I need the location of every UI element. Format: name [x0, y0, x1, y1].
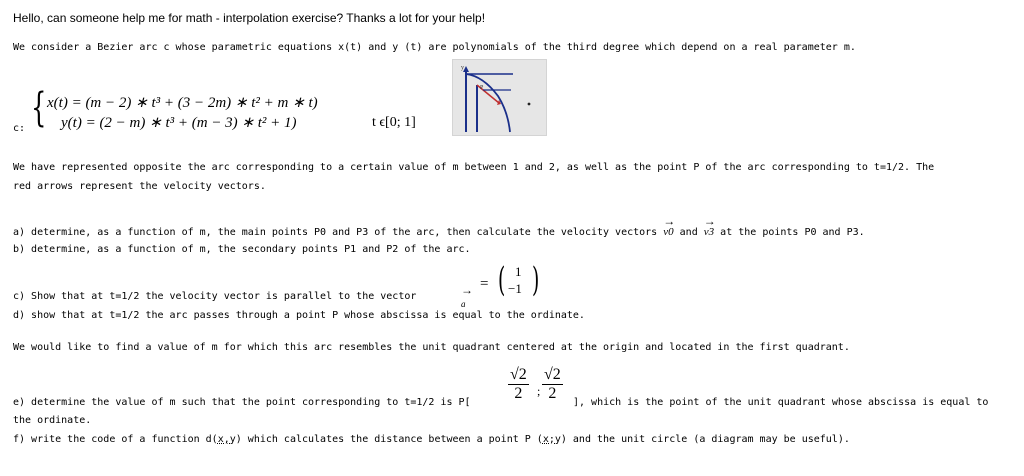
question-a-tail: at the points P0 and P3. — [720, 227, 865, 238]
question-a — [13, 214, 865, 238]
vector-component-top: 1 — [515, 264, 522, 279]
fraction-1 — [508, 366, 529, 403]
left-paren: ( — [497, 260, 506, 300]
quadrant-text: We would like to find a value of m for which this arc resembles the unit quadrant centered at the origin and located in the first quadrant. — [13, 342, 850, 353]
fraction-2-denominator: 2 — [548, 385, 557, 402]
intro-text: We consider a Bezier arc c whose parametric equations x(t) and y (t) are polynomials of the third degree which depend on a real parameter m. — [13, 42, 856, 53]
question-f-middle: ) which calculates the distance between a point P ( — [235, 434, 543, 445]
question-e-line2: the ordinate. — [13, 415, 92, 426]
question-c: c) Show that at t=1/2 the velocity vector is parallel to the vector — [13, 291, 417, 302]
vector-v0: → v0 — [663, 214, 676, 238]
page-title: Hello, can someone help me for math - interpolation exercise? Thanks a lot for your help! — [13, 11, 486, 25]
fraction-2 — [542, 366, 563, 403]
system-label: c: — [13, 123, 26, 134]
question-f — [13, 434, 850, 445]
question-e: e) determine the value of m such that the point corresponding to t=1/2 is P[ — [13, 397, 471, 408]
question-f-tail: ) and the unit circle (a diagram may be useful). — [560, 434, 850, 445]
arc-figure — [452, 59, 547, 136]
fraction-1-numerator: √2 — [510, 366, 527, 383]
question-a-and: and — [679, 227, 698, 238]
represented-line-1: We have represented opposite the arc corresponding to a certain value of m between 1 and 2, as well as the point P of the arc corresponding to t=1/2. The — [13, 162, 935, 173]
question-a-text: a) determine, as a function of m, the main points P0 and P3 of the arc, then calculate the velocity vectors — [13, 227, 658, 238]
point-p-label: P — [480, 85, 484, 91]
fraction-1-denominator: 2 — [514, 385, 523, 402]
vector-v3: → v3 — [703, 214, 716, 238]
vector-equals: = — [480, 276, 489, 292]
arc-diagram — [453, 60, 546, 135]
function-args: x,y — [217, 434, 236, 445]
question-b: b) determine, as a function of m, the secondary points P1 and P2 of the arc. — [13, 244, 471, 255]
vector-a: → a — [461, 283, 473, 309]
question-d: d) show that at t=1/2 the arc passes through a point P whose abscissa is equal to the ordinate. — [13, 310, 585, 321]
point-coords: x;y — [542, 434, 561, 445]
y-axis-label: y — [461, 65, 464, 71]
equation-y: y(t) = (2 − m) ∗ t³ + (m − 3) ∗ t² + 1) — [61, 115, 297, 131]
bezier-arc — [466, 74, 510, 132]
question-f-text: f) write the code of a function d( — [13, 434, 218, 445]
fraction-2-numerator: √2 — [544, 366, 561, 383]
fraction-separator: ; — [537, 384, 541, 398]
parameter-range: t ϵ[0; 1] — [372, 115, 416, 130]
equation-x: x(t) = (m − 2) ∗ t³ + (3 − 2m) ∗ t² + m ∗ t) — [47, 95, 318, 111]
represented-line-2: red arrows represent the velocity vectors. — [13, 181, 266, 192]
right-paren: ) — [531, 260, 540, 300]
point-marker — [528, 103, 531, 106]
left-brace: { — [31, 85, 47, 131]
question-e-tail: ], which is the point of the unit quadrant whose abscissa is equal to — [573, 397, 989, 408]
vector-component-bottom: −1 — [508, 281, 522, 296]
